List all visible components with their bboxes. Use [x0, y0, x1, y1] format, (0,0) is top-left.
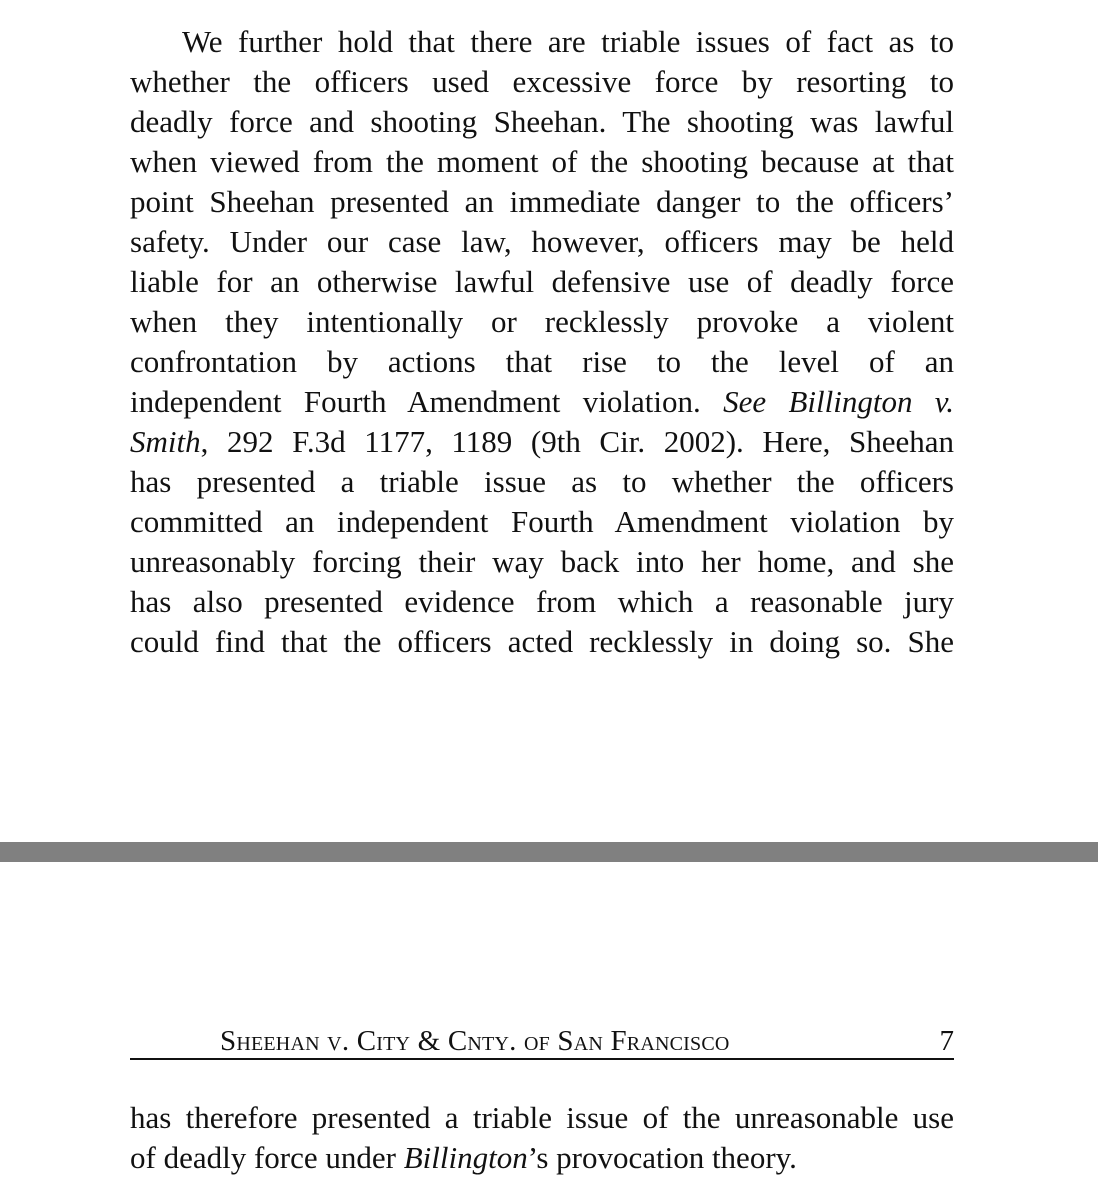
case-citation-italic: Smith	[130, 424, 201, 459]
text-line	[130, 422, 954, 462]
text-line: has also presented evidence from which a reasonable jury	[130, 584, 954, 619]
page-number: 7	[939, 1025, 954, 1057]
case-citation-italic: See Billington v.	[723, 384, 954, 419]
opinion-paragraph	[130, 22, 954, 662]
text-line: point Sheehan presented an immediate danger to the officers’	[130, 184, 954, 219]
text-line	[130, 1138, 954, 1178]
text-line: unreasonably forcing their way back into her home, and she	[130, 544, 954, 579]
text-line: when viewed from the moment of the shooting because at that	[130, 144, 954, 179]
text-segment: of deadly force under	[130, 1140, 404, 1175]
text-segment: ’s provocation theory.	[527, 1140, 797, 1175]
running-title: Sheehan v. City & Cnty. of San Francisco	[220, 1025, 730, 1057]
text-line: confrontation by actions that rise to the level of an	[130, 344, 954, 379]
text-line: when they intentionally or recklessly provoke a violent	[130, 304, 954, 339]
text-segment: , 292 F.3d 1177, 1189 (9th Cir. 2002). Here, Sheehan	[200, 424, 954, 459]
text-line: has therefore presented a triable issue of the unreasonable use	[130, 1100, 954, 1135]
text-line: committed an independent Fourth Amendment violation by	[130, 504, 954, 539]
text-line: could find that the officers acted recklessly in doing so. She	[130, 624, 954, 659]
running-header	[130, 1022, 954, 1062]
text-line: We further hold that there are triable issues of fact as to	[182, 24, 954, 59]
text-line: has presented a triable issue as to whether the officers	[130, 464, 954, 499]
text-line: liable for an otherwise lawful defensive use of deadly force	[130, 264, 954, 299]
text-line	[130, 382, 954, 422]
text-segment: independent Fourth Amendment violation.	[130, 384, 701, 419]
header-rule	[130, 1058, 954, 1060]
text-line: deadly force and shooting Sheehan. The shooting was lawful	[130, 104, 954, 139]
page-divider	[0, 842, 1098, 862]
text-line: safety. Under our case law, however, officers may be held	[130, 224, 954, 259]
text-line: whether the officers used excessive force by resorting to	[130, 64, 954, 99]
continued-paragraph	[130, 1098, 954, 1178]
case-name-italic: Billington	[403, 1140, 528, 1175]
